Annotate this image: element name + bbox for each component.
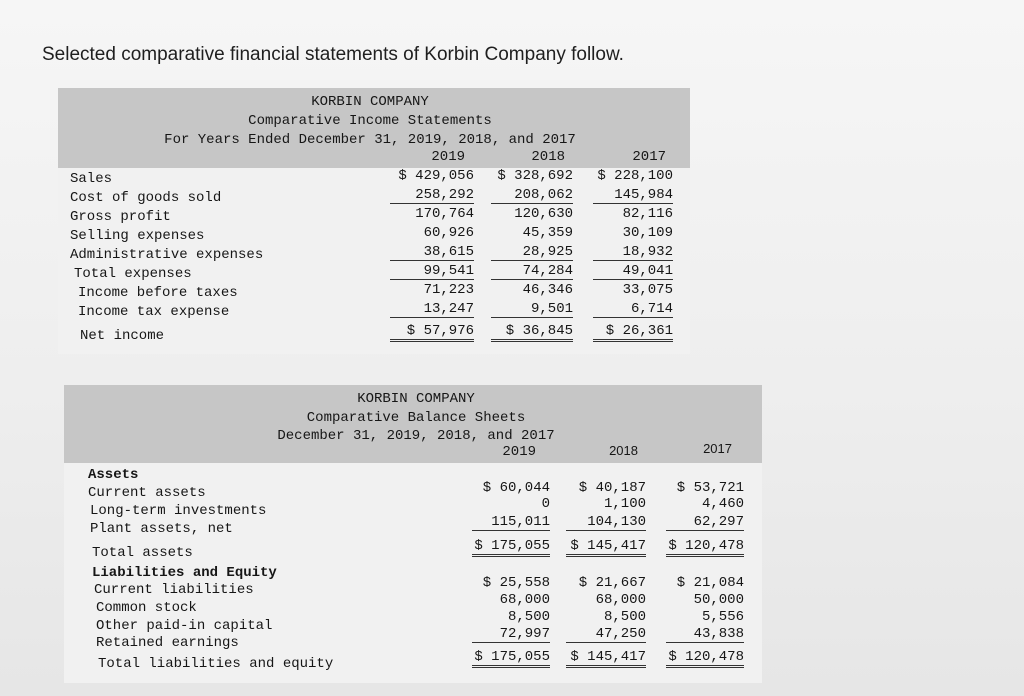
income-cell: 45,359	[522, 225, 573, 241]
balance-sheet-body	[64, 463, 762, 683]
balance-cell: 43,838	[666, 626, 744, 643]
income-cell: $ 26,361	[593, 323, 673, 342]
intro-text: Selected comparative financial statements of Korbin Company follow.	[42, 44, 624, 65]
balance-cell: 68,000	[595, 592, 646, 608]
income-cell: 145,984	[593, 187, 673, 204]
balance-cell: $ 21,084	[676, 575, 744, 591]
balance-row-label: Total liabilities and equity	[98, 656, 334, 672]
balance-year-2018: 2018	[609, 443, 638, 458]
income-cell: 33,075	[622, 282, 673, 298]
income-row-label: Administrative expenses	[70, 247, 264, 263]
balance-row-label: Other paid-in capital	[96, 618, 273, 634]
income-year-2019: 2019	[431, 149, 465, 165]
income-cell: $ 228,100	[597, 168, 673, 184]
balance-cell: 72,997	[472, 626, 550, 643]
income-cell: 30,109	[622, 225, 673, 241]
income-cell: 120,630	[514, 206, 573, 222]
income-cell: $ 57,976	[390, 323, 474, 342]
balance-sheet	[64, 385, 762, 683]
income-cell: 18,932	[593, 244, 673, 261]
income-statement	[58, 88, 690, 354]
income-row-label: Gross profit	[70, 209, 171, 225]
income-year-2018: 2018	[531, 149, 565, 165]
balance-cell: $ 120,478	[666, 649, 744, 668]
liabilities-heading: Liabilities and Equity	[92, 565, 277, 581]
income-company: KORBIN COMPANY	[311, 94, 429, 110]
income-period: For Years Ended December 31, 2019, 2018, and 2017	[164, 132, 576, 148]
income-cell: 258,292	[390, 187, 474, 204]
balance-row-label: Plant assets, net	[90, 521, 233, 537]
income-row-label: Income tax expense	[78, 304, 230, 320]
balance-cell: $ 25,558	[482, 575, 550, 591]
balance-sheet-header	[64, 385, 762, 463]
assets-heading: Assets	[88, 467, 139, 483]
balance-cell: 104,130	[566, 514, 646, 531]
income-cell: 28,925	[491, 244, 573, 261]
balance-cell: 50,000	[693, 592, 744, 608]
income-cell: 46,346	[522, 282, 573, 298]
balance-row-label: Total assets	[92, 545, 193, 561]
balance-cell: 1,100	[603, 496, 646, 512]
income-cell: 9,501	[491, 301, 573, 318]
balance-cell: $ 120,478	[666, 538, 744, 557]
income-cell: 71,223	[423, 282, 474, 298]
balance-cell: 0	[541, 496, 550, 512]
income-row-label: Selling expenses	[70, 228, 205, 244]
balance-cell: 62,297	[666, 514, 744, 531]
income-title: Comparative Income Statements	[248, 113, 492, 129]
income-cell: $ 328,692	[497, 168, 573, 184]
income-row-label: Cost of goods sold	[70, 190, 222, 206]
income-cell: 74,284	[491, 263, 573, 280]
balance-cell: 115,011	[472, 514, 550, 531]
balance-row-label: Common stock	[96, 600, 197, 616]
balance-cell: $ 145,417	[566, 649, 646, 668]
balance-cell: 47,250	[566, 626, 646, 643]
balance-company: KORBIN COMPANY	[357, 391, 475, 407]
balance-cell: 4,460	[701, 496, 744, 512]
balance-year-2019: 2019	[502, 444, 536, 460]
income-cell: 49,041	[593, 263, 673, 280]
balance-cell: $ 175,055	[472, 538, 550, 557]
balance-cell: $ 145,417	[566, 538, 646, 557]
income-year-2017: 2017	[632, 149, 666, 165]
balance-title: Comparative Balance Sheets	[306, 410, 526, 426]
income-cell: 6,714	[593, 301, 673, 318]
income-cell: 82,116	[622, 206, 673, 222]
balance-cell: $ 53,721	[676, 480, 744, 496]
balance-row-label: Current assets	[88, 485, 206, 501]
balance-cell: 68,000	[499, 592, 550, 608]
income-cell: 13,247	[390, 301, 474, 318]
income-cell: 38,615	[390, 244, 474, 261]
income-row-label: Total expenses	[74, 266, 192, 282]
balance-row-label: Long-term investments	[90, 503, 267, 519]
balance-row-label: Retained earnings	[96, 635, 239, 651]
income-cell: $ 36,845	[491, 323, 573, 342]
balance-cell: $ 40,187	[578, 480, 646, 496]
balance-cell: $ 175,055	[472, 649, 550, 668]
income-row-label: Sales	[70, 171, 113, 187]
balance-cell: 8,500	[507, 609, 550, 625]
income-cell: 60,926	[423, 225, 474, 241]
balance-cell: $ 60,044	[482, 480, 550, 496]
income-row-label: Net income	[80, 328, 165, 344]
balance-cell: $ 21,667	[578, 575, 646, 591]
income-cell: 208,062	[491, 187, 573, 204]
balance-cell: 5,556	[701, 609, 744, 625]
income-cell: 99,541	[390, 263, 474, 280]
balance-row-label: Current liabilities	[94, 582, 254, 598]
income-row-label: Income before taxes	[78, 285, 238, 301]
balance-cell: 8,500	[603, 609, 646, 625]
income-statement-body	[58, 168, 690, 354]
balance-period: December 31, 2019, 2018, and 2017	[277, 428, 555, 444]
balance-year-2017: 2017	[703, 441, 732, 456]
income-cell: $ 429,056	[398, 168, 474, 184]
income-cell: 170,764	[415, 206, 474, 222]
income-statement-header	[58, 88, 690, 168]
